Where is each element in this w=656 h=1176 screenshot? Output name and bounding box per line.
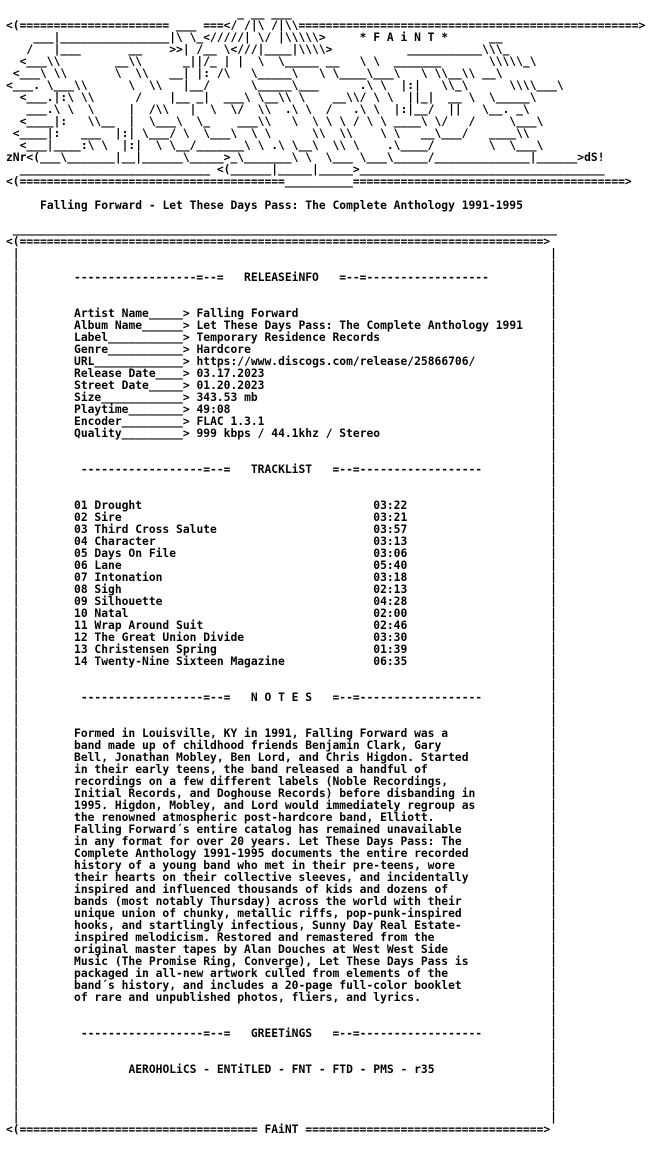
frame-art: |	[6, 247, 20, 260]
frame-art: |	[550, 871, 557, 884]
track-title: 10 Natal	[74, 607, 374, 620]
frame-art: =--=------------------ |	[312, 463, 557, 476]
frame-art: |	[6, 763, 75, 776]
frame-art: |	[6, 427, 20, 440]
notes-text: in any format for over 20 years. Let These Days Pass: The	[74, 835, 551, 848]
frame-art: |	[6, 1015, 20, 1028]
frame-art: |	[407, 511, 557, 524]
release-title: Falling Forward - Let These Days Pass: The Complete Anthology 1991-1995	[40, 199, 523, 212]
frame-art: |	[407, 619, 557, 632]
frame-art: |	[6, 1039, 20, 1052]
frame-art: |	[550, 1099, 557, 1112]
frame-art: |	[550, 475, 557, 488]
frame-art: |	[6, 907, 75, 920]
frame-art: ________________________________________________________________________________	[6, 223, 557, 236]
track-title: 12 The Great Union Divide	[74, 631, 374, 644]
frame-art: |	[6, 1051, 20, 1064]
track-time: 06:35	[373, 655, 408, 668]
frame-art: =--=------------------ |	[312, 691, 557, 704]
frame-art: |	[550, 367, 557, 380]
frame-art: =--=------------------ |	[318, 271, 557, 284]
info-value: https://www.discogs.com/release/25866706/	[196, 355, 551, 368]
frame-art: |	[407, 607, 557, 620]
info-value: Hardcore	[196, 343, 551, 356]
track-time: 05:40	[373, 559, 408, 572]
frame-art: |	[6, 799, 75, 812]
frame-art: |	[6, 847, 75, 860]
frame-art: |	[6, 403, 20, 416]
track-title: 03 Third Cross Salute	[74, 523, 374, 536]
frame-art: <(=============================================================================>	[6, 235, 551, 248]
frame-art: |	[550, 739, 557, 752]
logo-art: <____|: \\__ | \___\ \_ ___\\ \ \ \ \ / \ \ ____\ \/ / \___\	[6, 115, 544, 128]
frame-art: |	[434, 1063, 557, 1076]
frame-art: >	[182, 355, 197, 368]
info-value: Temporary Residence Records	[196, 331, 551, 344]
frame-art: |	[6, 883, 75, 896]
track-time: 03:57	[373, 523, 408, 536]
frame-art: |	[407, 595, 557, 608]
frame-art: |	[407, 499, 557, 512]
notes-text: unique union of chunky, metallic riffs, pop-punk-inspired	[74, 907, 551, 920]
frame-art: |	[550, 991, 557, 1004]
notes-text: original master tapes by Alan Douches at West West Side	[74, 943, 551, 956]
info-label: Artist Name_____	[74, 307, 183, 320]
nfo-document	[6, 8, 645, 1136]
logo-art: <(====================== ___ ===</ /|\ /|\\==================================================>	[6, 19, 646, 32]
frame-art: |	[550, 943, 557, 956]
frame-art: |	[550, 907, 557, 920]
logo-art: <(=======================================__________========================================>	[6, 175, 632, 188]
frame-art: |	[550, 1015, 557, 1028]
logo-art: ___|________________|\ \_</////| \/ |\\\\\> * F A i N T * __	[6, 31, 503, 44]
track-time: 01:39	[373, 643, 408, 656]
track-time: 03:21	[373, 511, 408, 524]
logo-art: <___. \___\\ \ \\ |__/ \_____\___ .\ \ |:| \\_\ \\\\___\	[6, 79, 564, 92]
frame-art: |	[6, 991, 75, 1004]
frame-art: | ------------------=--=	[6, 1027, 251, 1040]
info-label: URL_____________	[74, 355, 183, 368]
logo-art: <___|____:\ \ |:| \ \__/_______\ \ .\ \__\ \\ \ .\____/ \ \___\	[6, 139, 544, 152]
frame-art: |	[6, 535, 75, 548]
frame-art: |	[6, 547, 75, 560]
frame-art: |	[6, 451, 20, 464]
track-time: 03:13	[373, 535, 408, 548]
frame-art: |	[6, 439, 20, 452]
notes-text: Initial Records, and Doghouse Records) before disbanding in	[74, 787, 551, 800]
frame-art: |	[550, 823, 557, 836]
frame-bottom	[6, 1124, 645, 1136]
track-time: 03:06	[373, 547, 408, 560]
notes-text: Music (The Promise Ring, Converge), Let These Days Pass is	[74, 955, 551, 968]
frame-art: |	[407, 583, 557, 596]
frame-art: | ------------------=--=	[6, 691, 251, 704]
frame-art: |	[6, 1075, 20, 1088]
logo-art: ___.\ \ \ | /\\ | \ \/ \\ .\ \ / .\ \ |:|__/ || \__. _\	[6, 103, 530, 116]
section-title-releaseinfo: RELEASEiNFO	[244, 271, 319, 284]
notes-text: Formed in Louisville, KY in 1991, Falling Forward was a	[74, 727, 551, 740]
frame-art: |	[6, 379, 20, 392]
logo-art: / |___ __ >>| /__ \<///|____|\\\\> ___________\\\_	[6, 43, 510, 56]
frame-art: |	[6, 967, 75, 980]
frame-art: |	[6, 727, 75, 740]
frame-art: |	[407, 523, 557, 536]
frame-art: |	[550, 859, 557, 872]
track-time: 03:18	[373, 571, 408, 584]
frame-art: | ------------------=--=	[6, 271, 245, 284]
frame-art: |	[550, 1039, 557, 1052]
frame-art: |	[550, 931, 557, 944]
frame-art: |	[6, 619, 75, 632]
track-title: 14 Twenty-Nine Sixteen Magazine	[74, 655, 374, 668]
info-value: Falling Forward	[196, 307, 551, 320]
frame-art: |	[6, 751, 75, 764]
info-value: 343.53 mb	[196, 391, 551, 404]
track-title: 01 Drought	[74, 499, 374, 512]
frame-art: |	[550, 727, 557, 740]
track-time: 03:22	[373, 499, 408, 512]
notes-text: recordings on a few different labels (Noble Recordings,	[74, 775, 551, 788]
frame-art: >	[182, 403, 197, 416]
frame-art: |	[550, 451, 557, 464]
frame-art: |	[6, 319, 20, 332]
frame-art: |	[6, 391, 20, 404]
frame-art: |	[6, 367, 20, 380]
frame-art: |	[6, 355, 20, 368]
info-label: Album Name______	[74, 319, 183, 332]
frame-art: |	[6, 571, 75, 584]
frame-art: |	[6, 655, 75, 668]
notes-text: Bell, Jonathan Mobley, Ben Lord, and Chris Higdon. Started	[74, 751, 551, 764]
info-label: Encoder_________	[74, 415, 183, 428]
frame-art: |	[6, 259, 20, 272]
info-label: Street Date_____	[74, 379, 183, 392]
frame-art: |	[550, 919, 557, 932]
info-label: Release Date____	[74, 367, 183, 380]
frame-art: |	[6, 295, 20, 308]
notes-text: the renowned atmospheric post-hardcore band, Elliott.	[74, 811, 551, 824]
info-value: FLAC 1.3.1	[196, 415, 551, 428]
frame-art: |	[550, 1003, 557, 1016]
frame-art: |	[550, 391, 557, 404]
frame-art: |	[550, 775, 557, 788]
frame-art: |	[6, 1003, 20, 1016]
frame-art: |	[550, 883, 557, 896]
frame-art: |	[550, 967, 557, 980]
frame-art: |	[550, 955, 557, 968]
frame-art: |	[550, 763, 557, 776]
info-label: Size____________	[74, 391, 183, 404]
frame-art: |	[550, 427, 557, 440]
frame-art: >	[182, 331, 197, 344]
frame-art: |	[6, 871, 75, 884]
frame-art: |	[550, 259, 557, 272]
notes-text: inspired and influenced thousands of kids and dozens of	[74, 883, 551, 896]
frame-art: |	[550, 751, 557, 764]
track-title: 11 Wrap Around Suit	[74, 619, 374, 632]
frame-art: |	[6, 1111, 20, 1124]
logo-art: ____________________________ <(______|_____|_____>____________________________________	[6, 163, 605, 176]
track-title: 13 Christensen Spring	[74, 643, 374, 656]
notes-text: packaged in all-new artwork culled from elements of the	[74, 967, 551, 980]
notes-text: band made up of childhood friends Benjamin Clark, Gary	[74, 739, 551, 752]
frame-art: =--=------------------ |	[312, 1027, 557, 1040]
track-time: 02:13	[373, 583, 408, 596]
frame-art: |	[6, 979, 75, 992]
logo-art: <___\ \\ \ \\ __| |: /\ \_____\ \ \____\___\ \ \\__\\ __\	[6, 67, 503, 80]
track-title: 09 Silhouette	[74, 595, 374, 608]
frame-art: |	[6, 931, 75, 944]
frame-art: |	[550, 979, 557, 992]
frame-art: >	[182, 427, 197, 440]
frame-art: >	[182, 391, 197, 404]
frame-art: >	[182, 379, 197, 392]
frame-art: |	[6, 475, 20, 488]
frame-art: |	[6, 787, 75, 800]
frame-art: |	[6, 511, 75, 524]
section-title-notes: N O T E S	[250, 691, 313, 704]
frame-art: |	[6, 343, 20, 356]
track-time: 02:46	[373, 619, 408, 632]
logo-art: <___.|:\ \\ / |__ _| ___\ \__\\ \ __\\/ \ \ ||_| __ \ \_____\	[6, 91, 537, 104]
frame-art: |	[550, 811, 557, 824]
frame-art: |	[550, 307, 557, 320]
track-title: 02 Sire	[74, 511, 374, 524]
frame-art: ===================================>	[298, 1123, 551, 1136]
notes-text: of rare and unpublished photos, fliers, and lyrics.	[74, 991, 551, 1004]
notes-text: band´s history, and includes a 20-page full-color booklet	[74, 979, 551, 992]
frame-art: |	[6, 331, 20, 344]
frame-art: |	[407, 655, 557, 668]
frame-art: |	[6, 607, 75, 620]
info-value: 03.17.2023	[196, 367, 551, 380]
frame-art: |	[6, 1087, 20, 1100]
frame-art: >	[182, 415, 197, 428]
frame-art: |	[550, 331, 557, 344]
notes-text: inspired melodicism. Restored and remastered from the	[74, 931, 551, 944]
frame-art: |	[550, 799, 557, 812]
frame-art: |	[6, 283, 20, 296]
frame-art: |	[550, 415, 557, 428]
frame-art: |	[550, 715, 557, 728]
frame-art: |	[6, 631, 75, 644]
info-value: Let These Days Pass: The Complete Anthology 1991	[196, 319, 551, 332]
frame-art: |	[407, 643, 557, 656]
frame-art: |	[407, 559, 557, 572]
frame-art: |	[6, 715, 20, 728]
logo-art: _ __ ___	[6, 7, 292, 20]
info-label: Label___________	[74, 331, 183, 344]
greetings-text: AEROHOLiCS - ENTiTLED - FNT - FTD - PMS - r35	[128, 1063, 435, 1076]
footer-group-name: FAiNT	[264, 1123, 299, 1136]
frame-art: |	[6, 415, 20, 428]
frame-art: |	[6, 835, 75, 848]
frame-art: |	[550, 319, 557, 332]
frame-art: <(===================================	[6, 1123, 265, 1136]
frame-art: |	[6, 523, 75, 536]
frame-art: |	[550, 1075, 557, 1088]
frame-art: |	[550, 1111, 557, 1124]
notes-text: history of a young band who met in their pre-teens, wore	[74, 859, 551, 872]
info-label: Genre___________	[74, 343, 183, 356]
section-title-greetings: GREETiNGS	[250, 1027, 313, 1040]
track-time: 04:28	[373, 595, 408, 608]
frame-art: >	[182, 343, 197, 356]
frame-art: |	[407, 547, 557, 560]
frame-art: >	[182, 307, 197, 320]
frame-art: |	[6, 499, 75, 512]
frame-art: |	[6, 955, 75, 968]
track-title: 05 Days On File	[74, 547, 374, 560]
frame-art: |	[6, 703, 20, 716]
frame-art: |	[6, 1063, 129, 1076]
release-title-line	[6, 200, 645, 212]
logo-art-row	[6, 176, 645, 188]
notes-text: hooks, and startlingly infectious, Sunny Day Real Estate-	[74, 919, 551, 932]
frame-art: |	[550, 343, 557, 356]
notes-text: Falling Forward´s entire catalog has remained unavailable	[74, 823, 551, 836]
frame-art: |	[550, 1087, 557, 1100]
track-title: 04 Character	[74, 535, 374, 548]
notes-text: in their early teens, the band released a handful of	[74, 763, 551, 776]
frame-art: |	[6, 811, 75, 824]
frame-art: |	[550, 355, 557, 368]
frame-art: |	[550, 847, 557, 860]
frame-art: |	[6, 643, 75, 656]
frame-art: |	[6, 595, 75, 608]
frame-art: |	[550, 787, 557, 800]
frame-art: >	[182, 319, 197, 332]
frame-art: |	[550, 487, 557, 500]
frame-art: |	[550, 283, 557, 296]
frame-art: |	[550, 1051, 557, 1064]
track-title: 07 Intonation	[74, 571, 374, 584]
frame-art: |	[407, 535, 557, 548]
info-value: 999 kbps / 44.1khz / Stereo	[196, 427, 551, 440]
frame-art: |	[6, 775, 75, 788]
frame-art: |	[6, 667, 20, 680]
logo-art: <___\\ __\\ _||/_ | | \ \_____ __ \ \ _______ \\\\\_\	[6, 55, 537, 68]
frame-art: |	[6, 859, 75, 872]
frame-art: |	[550, 667, 557, 680]
frame-art: |	[6, 307, 20, 320]
notes-text: Complete Anthology 1991-1995 documents the entire recorded	[74, 847, 551, 860]
track-time: 03:30	[373, 631, 408, 644]
notes-text: 1995. Higdon, Mobley, and Lord would immediately regroup as	[74, 799, 551, 812]
track-title: 08 Sigh	[74, 583, 374, 596]
frame-art: |	[407, 571, 557, 584]
frame-art: |	[407, 631, 557, 644]
info-label: Quality_________	[74, 427, 183, 440]
info-value: 49:08	[196, 403, 551, 416]
frame-art: |	[550, 679, 557, 692]
info-label: Playtime________	[74, 403, 183, 416]
frame-art: | ------------------=--=	[6, 463, 251, 476]
logo-art: zNr<(___\_______|__|______\_____>_\_______\ \ \___ \___\_____/______________|______>dS!	[6, 151, 605, 164]
frame-art: >	[182, 367, 197, 380]
frame-art: |	[550, 439, 557, 452]
frame-art: |	[6, 739, 75, 752]
notes-text: their hearts on their collective sleeves, and incidentally	[74, 871, 551, 884]
frame-art: |	[550, 403, 557, 416]
frame-art: |	[550, 703, 557, 716]
frame-art: |	[550, 247, 557, 260]
frame-art: |	[550, 295, 557, 308]
frame-art: |	[6, 1099, 20, 1112]
frame-art: |	[6, 943, 75, 956]
logo-art: <____|: ___ |:| \___/ \ \___\ \ \ \\ \\ \ \ __\___/ ____\\	[6, 127, 530, 140]
frame-art: |	[6, 823, 75, 836]
frame-art: |	[6, 895, 75, 908]
frame-art: |	[550, 835, 557, 848]
frame-art: |	[6, 679, 20, 692]
frame-art: |	[6, 919, 75, 932]
frame-art: |	[6, 487, 20, 500]
section-title-tracklist: TRACKLiST	[250, 463, 313, 476]
track-time: 02:00	[373, 607, 408, 620]
frame-art: |	[550, 379, 557, 392]
track-title: 06 Lane	[74, 559, 374, 572]
frame-art: |	[6, 583, 75, 596]
notes-text: bands (most notably Thursday) across the world with their	[74, 895, 551, 908]
frame-art: |	[550, 895, 557, 908]
info-value: 01.20.2023	[196, 379, 551, 392]
frame-art: |	[6, 559, 75, 572]
